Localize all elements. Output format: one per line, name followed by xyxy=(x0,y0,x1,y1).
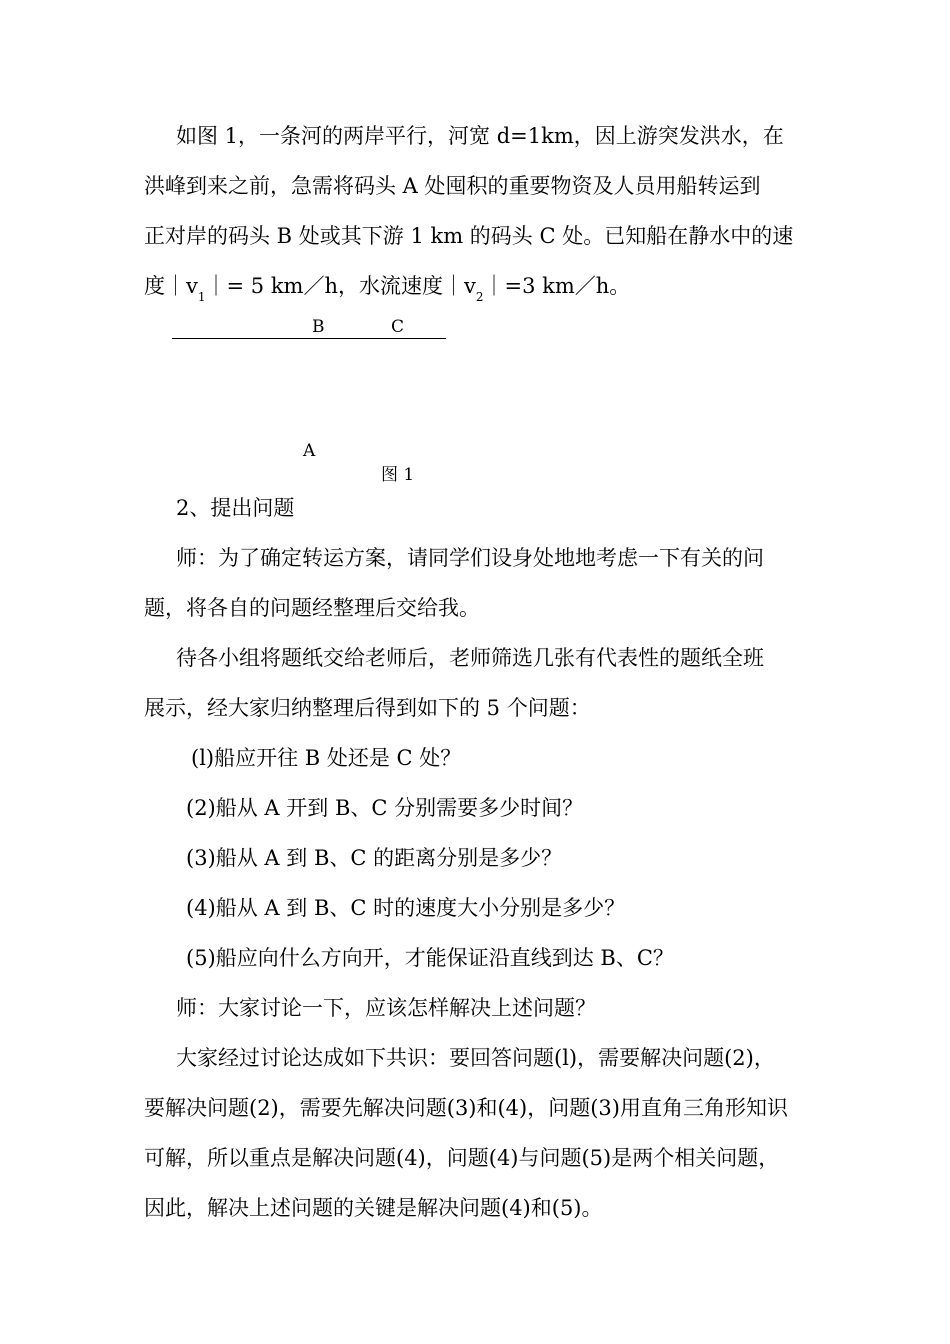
question-5: (5)船应向什么方向开，才能保证沿直线到达 B、C？ xyxy=(186,946,674,970)
consensus-line-3: 可解，所以重点是解决问题(4)，问题(4)与问题(5)是两个相关问题， xyxy=(144,1146,780,1170)
v2-subscript: 2 xyxy=(475,290,484,304)
figure-label-b: B xyxy=(312,317,325,337)
consensus-line-2: 要解决问题(2)，需要先解决问题(3)和(4)，问题(3)用直角三角形知识 xyxy=(144,1096,788,1120)
v1-subscript: 1 xyxy=(197,290,206,304)
intro-line-4 xyxy=(144,274,631,304)
intro-line-4-part-b: ｜= 5 km／h，水流速度｜v xyxy=(205,274,476,298)
intro-line-1: 如图 1，一条河的两岸平行，河宽 d=1km，因上游突发洪水，在 xyxy=(176,124,784,148)
figure-caption: 图 1 xyxy=(381,465,415,485)
teacher-discussion: 师：大家讨论一下，应该怎样解决上述问题？ xyxy=(176,996,596,1020)
consensus-line-4: 因此，解决上述问题的关键是解决问题(4)和(5)。 xyxy=(144,1196,603,1220)
intro-line-3: 正对岸的码头 B 处或其下游 1 km 的码头 C 处。已知船在静水中的速 xyxy=(144,224,794,248)
intro-line-4-part-a: 度｜v xyxy=(144,274,198,298)
teacher-prompt-line-2: 题，将各自的问题经整理后交给我。 xyxy=(144,596,480,620)
consensus-line-1: 大家经过讨论达成如下共识：要回答问题(l)，需要解决问题(2)， xyxy=(176,1046,775,1070)
figure-label-a: A xyxy=(303,441,316,461)
question-4: (4)船从 A 到 B、C 时的速度大小分别是多少？ xyxy=(186,896,626,920)
groups-line-1: 待各小组将题纸交给老师后，老师筛选几张有代表性的题纸全班 xyxy=(176,646,764,670)
figure-label-c: C xyxy=(391,317,405,337)
question-2: (2)船从 A 开到 B、C 分别需要多少时间？ xyxy=(186,796,584,820)
river-bank-line xyxy=(172,338,446,339)
question-1: (l)船应开往 B 处还是 C 处？ xyxy=(191,746,462,770)
question-3: (3)船从 A 到 B、C 的距离分别是多少？ xyxy=(186,846,563,870)
teacher-prompt-line-1: 师：为了确定转运方案，请同学们设身处地地考虑一下有关的问 xyxy=(176,546,764,570)
intro-line-4-part-c: ｜=3 km／h。 xyxy=(483,274,631,298)
section-heading: 2、提出问题 xyxy=(176,496,295,520)
groups-line-2: 展示，经大家归纳整理后得到如下的 5 个问题： xyxy=(144,696,591,720)
intro-line-2: 洪峰到来之前，急需将码头 A 处囤积的重要物资及人员用船转运到 xyxy=(144,174,761,198)
